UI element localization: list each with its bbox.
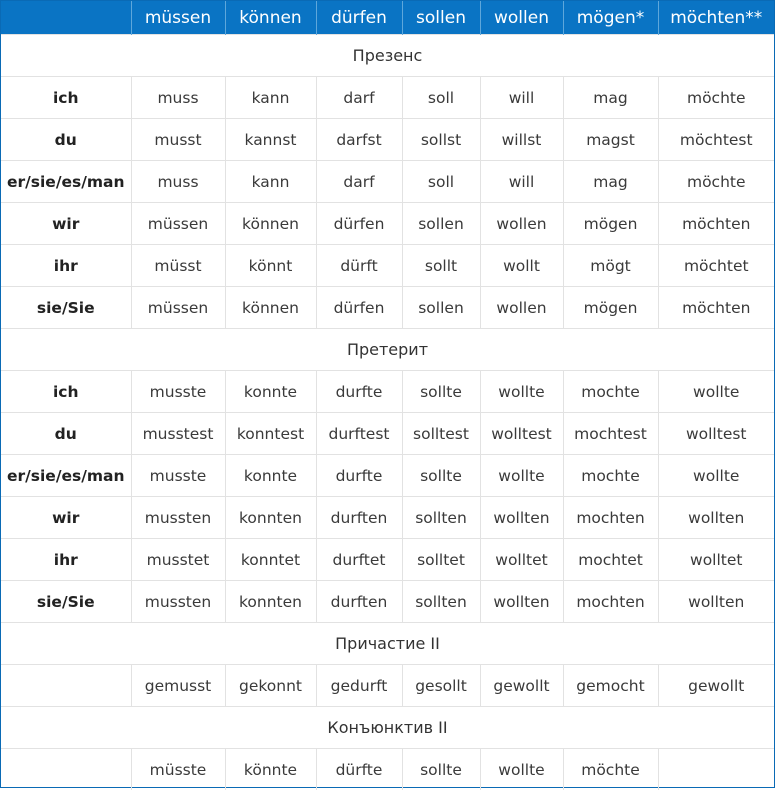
verb-form-cell: konntest: [225, 413, 316, 455]
verb-form-cell: wollten: [480, 581, 563, 623]
verb-form-cell: gedurft: [316, 665, 402, 707]
verb-form-cell: mussten: [131, 581, 225, 623]
verb-form-cell: mögen: [563, 287, 658, 329]
table-row: [1, 413, 774, 455]
pronoun-cell: wir: [1, 203, 131, 245]
section-row: [1, 329, 774, 371]
verb-form-cell: möchten: [658, 287, 774, 329]
table-row: [1, 119, 774, 161]
table-row: [1, 161, 774, 203]
header-row: [1, 1, 774, 35]
verb-form-cell: musste: [131, 455, 225, 497]
verb-form-cell: will: [480, 161, 563, 203]
verb-form-cell: mochte: [563, 371, 658, 413]
verb-form-cell: kann: [225, 161, 316, 203]
verb-form-cell: gewollt: [658, 665, 774, 707]
verb-form-cell: musste: [131, 371, 225, 413]
verb-form-cell: mochten: [563, 581, 658, 623]
section-title: Причастие II: [1, 623, 774, 665]
section-row: [1, 707, 774, 749]
section-title: Презенс: [1, 35, 774, 77]
header-verb: können: [225, 1, 316, 35]
header-verb: müssen: [131, 1, 225, 35]
table-row: [1, 581, 774, 623]
pronoun-cell: [1, 665, 131, 707]
verb-form-cell: können: [225, 203, 316, 245]
header-verb: mögen*: [563, 1, 658, 35]
verb-form-cell: wollen: [480, 287, 563, 329]
verb-form-cell: wollte: [480, 455, 563, 497]
verb-form-cell: darf: [316, 77, 402, 119]
table-body: [1, 35, 774, 790]
verb-form-cell: könnt: [225, 245, 316, 287]
verb-form-cell: dürfen: [316, 203, 402, 245]
header-corner: [1, 1, 131, 35]
verb-form-cell: sollst: [402, 119, 480, 161]
verb-form-cell: mögen: [563, 203, 658, 245]
verb-form-cell: will: [480, 77, 563, 119]
verb-form-cell: wollte: [658, 371, 774, 413]
section-row: [1, 35, 774, 77]
header-verb: sollen: [402, 1, 480, 35]
verb-form-cell: müssen: [131, 203, 225, 245]
table-row: [1, 665, 774, 707]
verb-form-cell: wollten: [480, 497, 563, 539]
verb-form-cell: musst: [131, 119, 225, 161]
verb-form-cell: durfte: [316, 371, 402, 413]
verb-form-cell: mochtet: [563, 539, 658, 581]
verb-form-cell: wolltet: [480, 539, 563, 581]
verb-form-cell: könnte: [225, 749, 316, 790]
section-row: [1, 623, 774, 665]
verb-form-cell: sollt: [402, 245, 480, 287]
verb-form-cell: durften: [316, 581, 402, 623]
verb-form-cell: konnten: [225, 581, 316, 623]
table-row: [1, 287, 774, 329]
verb-form-cell: möchte: [658, 77, 774, 119]
verb-form-cell: möchte: [658, 161, 774, 203]
verb-form-cell: wollt: [480, 245, 563, 287]
verb-form-cell: müsst: [131, 245, 225, 287]
verb-form-cell: musstest: [131, 413, 225, 455]
verb-form-cell: musstet: [131, 539, 225, 581]
verb-form-cell: wollte: [658, 455, 774, 497]
verb-form-cell: soll: [402, 77, 480, 119]
table-row: [1, 455, 774, 497]
verb-form-cell: willst: [480, 119, 563, 161]
verb-form-cell: möchten: [658, 203, 774, 245]
verb-form-cell: darf: [316, 161, 402, 203]
table-row: [1, 539, 774, 581]
verb-form-cell: wollten: [658, 581, 774, 623]
pronoun-cell: sie/Sie: [1, 581, 131, 623]
header-verb: möchten**: [658, 1, 774, 35]
verb-form-cell: solltest: [402, 413, 480, 455]
verb-form-cell: mochtest: [563, 413, 658, 455]
verb-form-cell: sollten: [402, 497, 480, 539]
verb-form-cell: wolltest: [658, 413, 774, 455]
verb-form-cell: magst: [563, 119, 658, 161]
table-row: [1, 749, 774, 790]
verb-form-cell: gesollt: [402, 665, 480, 707]
verb-form-cell: müssen: [131, 287, 225, 329]
pronoun-cell: ich: [1, 77, 131, 119]
verb-form-cell: sollte: [402, 455, 480, 497]
header-verb: wollen: [480, 1, 563, 35]
verb-form-cell: möchte: [563, 749, 658, 790]
verb-form-cell: konnte: [225, 371, 316, 413]
modal-verbs-conjugation-table: [1, 1, 774, 790]
verb-form-cell: gekonnt: [225, 665, 316, 707]
verb-form-cell: durftest: [316, 413, 402, 455]
verb-form-cell: konntet: [225, 539, 316, 581]
section-title: Конъюнктив II: [1, 707, 774, 749]
table-row: [1, 245, 774, 287]
verb-form-cell: sollen: [402, 287, 480, 329]
pronoun-cell: du: [1, 413, 131, 455]
verb-form-cell: wollen: [480, 203, 563, 245]
verb-form-cell: müsste: [131, 749, 225, 790]
verb-form-cell: sollte: [402, 749, 480, 790]
verb-form-cell: mochte: [563, 455, 658, 497]
verb-form-cell: dürfen: [316, 287, 402, 329]
verb-form-cell: wollten: [658, 497, 774, 539]
verb-form-cell: möchtest: [658, 119, 774, 161]
verb-form-cell: möchtet: [658, 245, 774, 287]
verb-form-cell: mag: [563, 77, 658, 119]
verb-form-cell: [658, 749, 774, 790]
pronoun-cell: [1, 749, 131, 790]
pronoun-cell: er/sie/es/man: [1, 161, 131, 203]
verb-form-cell: darfst: [316, 119, 402, 161]
table-row: [1, 371, 774, 413]
header-verb: dürfen: [316, 1, 402, 35]
verb-form-cell: wolltest: [480, 413, 563, 455]
verb-form-cell: dürft: [316, 245, 402, 287]
pronoun-cell: du: [1, 119, 131, 161]
table-row: [1, 203, 774, 245]
verb-form-cell: mag: [563, 161, 658, 203]
verb-form-cell: konnten: [225, 497, 316, 539]
verb-form-cell: soll: [402, 161, 480, 203]
pronoun-cell: ihr: [1, 245, 131, 287]
verb-form-cell: durften: [316, 497, 402, 539]
verb-form-cell: mussten: [131, 497, 225, 539]
verb-form-cell: können: [225, 287, 316, 329]
verb-form-cell: muss: [131, 77, 225, 119]
verb-form-cell: gewollt: [480, 665, 563, 707]
verb-form-cell: sollten: [402, 581, 480, 623]
pronoun-cell: wir: [1, 497, 131, 539]
table-row: [1, 497, 774, 539]
pronoun-cell: ich: [1, 371, 131, 413]
verb-form-cell: sollte: [402, 371, 480, 413]
verb-form-cell: dürfte: [316, 749, 402, 790]
verb-form-cell: muss: [131, 161, 225, 203]
verb-form-cell: mögt: [563, 245, 658, 287]
verb-form-cell: konnte: [225, 455, 316, 497]
verb-form-cell: durfte: [316, 455, 402, 497]
verb-form-cell: wolltet: [658, 539, 774, 581]
verb-form-cell: gemocht: [563, 665, 658, 707]
pronoun-cell: ihr: [1, 539, 131, 581]
pronoun-cell: sie/Sie: [1, 287, 131, 329]
verb-form-cell: wollte: [480, 749, 563, 790]
verb-form-cell: durftet: [316, 539, 402, 581]
table-row: [1, 77, 774, 119]
verb-form-cell: kann: [225, 77, 316, 119]
verb-form-cell: solltet: [402, 539, 480, 581]
verb-form-cell: kannst: [225, 119, 316, 161]
verb-form-cell: mochten: [563, 497, 658, 539]
verb-form-cell: wollte: [480, 371, 563, 413]
verb-form-cell: sollen: [402, 203, 480, 245]
pronoun-cell: er/sie/es/man: [1, 455, 131, 497]
verb-form-cell: gemusst: [131, 665, 225, 707]
section-title: Претерит: [1, 329, 774, 371]
